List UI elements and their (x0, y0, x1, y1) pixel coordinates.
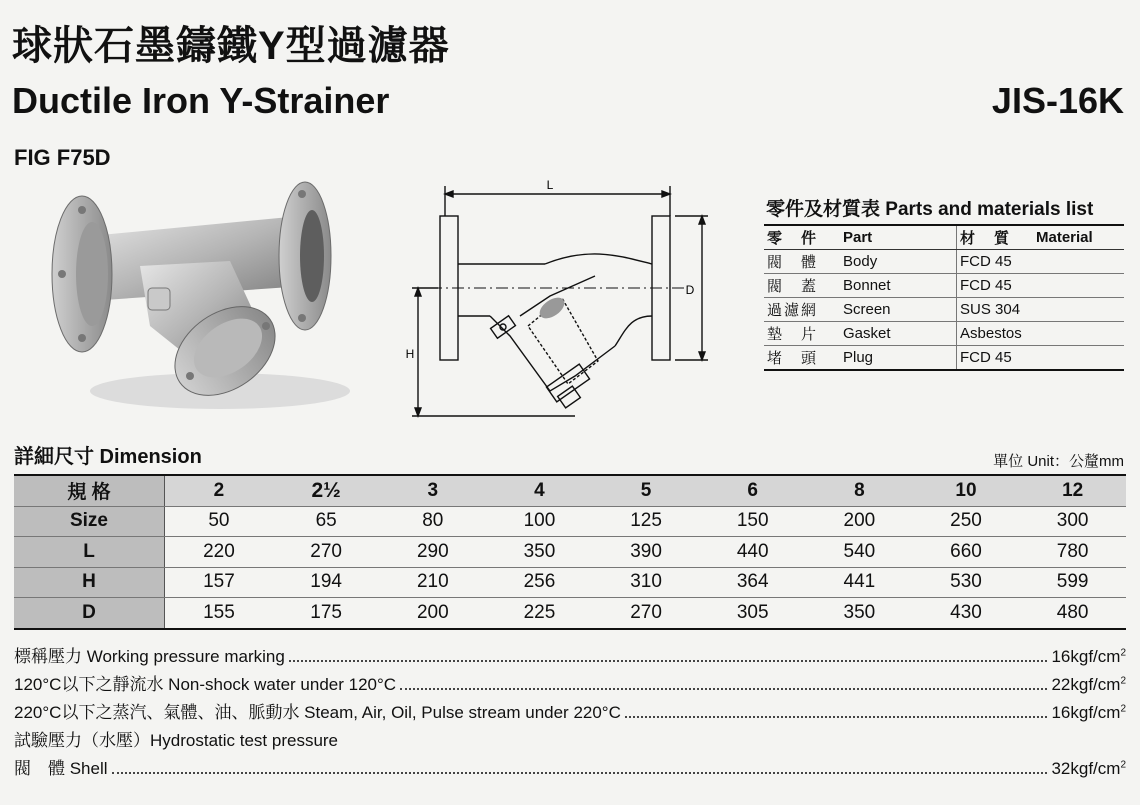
table-cell: 225 (486, 598, 593, 629)
pressure-label: 試驗壓力（水壓）Hydrostatic test pressure (14, 731, 339, 750)
section-drawing (400, 176, 720, 426)
row-label: 規 格 (14, 475, 165, 506)
table-cell: 65 (273, 506, 380, 537)
table-cell: 256 (486, 567, 593, 598)
leader-dots (625, 716, 1048, 718)
parts-table (764, 226, 1124, 371)
part-en: Plug (840, 346, 957, 371)
dimension-row-size (14, 506, 1126, 537)
material-zh-header: 材 質 (957, 226, 1034, 250)
standard-code: JIS-16K (991, 80, 1124, 121)
table-cell: 3 (379, 475, 486, 506)
table-cell: 300 (1019, 506, 1126, 537)
table-cell: 150 (699, 506, 806, 537)
table-cell: 4 (486, 475, 593, 506)
parts-row (764, 346, 1124, 371)
table-cell: 270 (593, 598, 700, 629)
part-zh: 墊 片 (764, 322, 840, 346)
table-cell: 6 (699, 475, 806, 506)
table-cell: 220 (165, 537, 273, 568)
table-cell: 80 (379, 506, 486, 537)
product-photo (30, 176, 350, 416)
drawing-label-h: H (405, 347, 415, 361)
leader-dots (112, 772, 1048, 774)
part-en: Body (840, 250, 957, 274)
drawing-label-d: D (685, 283, 695, 297)
table-cell: 12 (1019, 475, 1126, 506)
dimension-row-l (14, 537, 1126, 568)
dimension-unit: 單位 Unit：公釐mm (993, 453, 1124, 470)
table-cell: 599 (1019, 567, 1126, 598)
part-en-header: Part (840, 226, 957, 250)
table-cell: 50 (165, 506, 273, 537)
parts-row (764, 298, 1124, 322)
table-cell: 5 (593, 475, 700, 506)
table-cell: 125 (593, 506, 700, 537)
table-cell: 250 (913, 506, 1020, 537)
table-cell: 441 (806, 567, 913, 598)
parts-row (764, 322, 1124, 346)
figure-code: FIG F75D (14, 145, 111, 170)
table-cell: 200 (806, 506, 913, 537)
leader-dots (400, 688, 1047, 690)
title-english: Ductile Iron Y-Strainer (12, 80, 390, 121)
drawing-label-l: L (546, 178, 554, 192)
table-cell: 305 (699, 598, 806, 629)
table-cell: 200 (379, 598, 486, 629)
table-cell: 2 (165, 475, 273, 506)
part-material: FCD 45 (957, 274, 1125, 298)
table-cell: 157 (165, 567, 273, 598)
table-cell: 310 (593, 567, 700, 598)
table-cell: 660 (913, 537, 1020, 568)
table-cell: 390 (593, 537, 700, 568)
part-material: FCD 45 (957, 346, 1125, 371)
table-cell: 210 (379, 567, 486, 598)
part-zh: 閥 體 (764, 250, 840, 274)
pressure-value: $16kgf/cm^2$ (1051, 703, 1126, 722)
table-cell: 100 (486, 506, 593, 537)
pressure-value: $16kgf/cm^2$ (1051, 647, 1126, 666)
table-cell: 194 (273, 567, 380, 598)
pressure-test-heading (14, 727, 1126, 751)
row-label: D (14, 598, 165, 629)
table-cell: 270 (273, 537, 380, 568)
table-cell: 175 (273, 598, 380, 629)
parts-list-title: 零件及材質表 Parts and materials list (764, 193, 1124, 226)
part-zh: 閥 蓋 (764, 274, 840, 298)
dimension-row-d (14, 598, 1126, 629)
row-label: L (14, 537, 165, 568)
row-label: Size (14, 506, 165, 537)
table-cell: 155 (165, 598, 273, 629)
part-en: Screen (840, 298, 957, 322)
parts-materials-list (764, 193, 1124, 371)
parts-row (764, 274, 1124, 298)
row-label: H (14, 567, 165, 598)
title-chinese: 球狀石墨鑄鐵Y型過濾器 (12, 24, 450, 68)
part-zh: 過濾網 (764, 298, 840, 322)
part-material: Asbestos (957, 322, 1125, 346)
table-cell: 8 (806, 475, 913, 506)
table-cell: 350 (486, 537, 593, 568)
table-cell: 10 (913, 475, 1020, 506)
pressure-water (14, 671, 1126, 695)
dimension-table (14, 474, 1126, 630)
table-cell: 780 (1019, 537, 1126, 568)
pressure-steam (14, 699, 1126, 723)
pressure-value: $32kgf/cm^2$ (1051, 759, 1126, 778)
pressure-label: 閥 體 Shell (14, 759, 108, 778)
table-cell: 440 (699, 537, 806, 568)
table-cell: 350 (806, 598, 913, 629)
parts-row (764, 250, 1124, 274)
part-zh-header: 零 件 (764, 226, 840, 250)
dimension-title: 詳細尺寸 Dimension (14, 446, 202, 468)
dimension-row-h (14, 567, 1126, 598)
part-material: SUS 304 (957, 298, 1125, 322)
pressure-label: 220°C以下之蒸汽、氣體、油、脈動水 Steam, Air, Oil, Pulse stream under 220°C (14, 703, 621, 722)
table-cell: 290 (379, 537, 486, 568)
pressure-label: 標稱壓力 Working pressure marking (14, 647, 285, 666)
dimension-row-nominal (14, 475, 1126, 506)
material-en-header: Material (1033, 226, 1124, 250)
table-cell: 480 (1019, 598, 1126, 629)
table-cell: 530 (913, 567, 1020, 598)
pressure-shell (14, 755, 1126, 779)
table-cell: 430 (913, 598, 1020, 629)
table-cell: 364 (699, 567, 806, 598)
pressure-value: $22kgf/cm^2$ (1051, 675, 1126, 694)
part-zh: 堵 頭 (764, 346, 840, 371)
part-material: FCD 45 (957, 250, 1125, 274)
table-cell: 2½ (273, 475, 380, 506)
part-en: Bonnet (840, 274, 957, 298)
pressure-label: 120°C以下之靜流水 Non-shock water under 120°C (14, 675, 397, 694)
pressure-working (14, 643, 1126, 667)
part-en: Gasket (840, 322, 957, 346)
leader-dots (289, 660, 1048, 662)
parts-table-header (764, 226, 1124, 250)
table-cell: 540 (806, 537, 913, 568)
